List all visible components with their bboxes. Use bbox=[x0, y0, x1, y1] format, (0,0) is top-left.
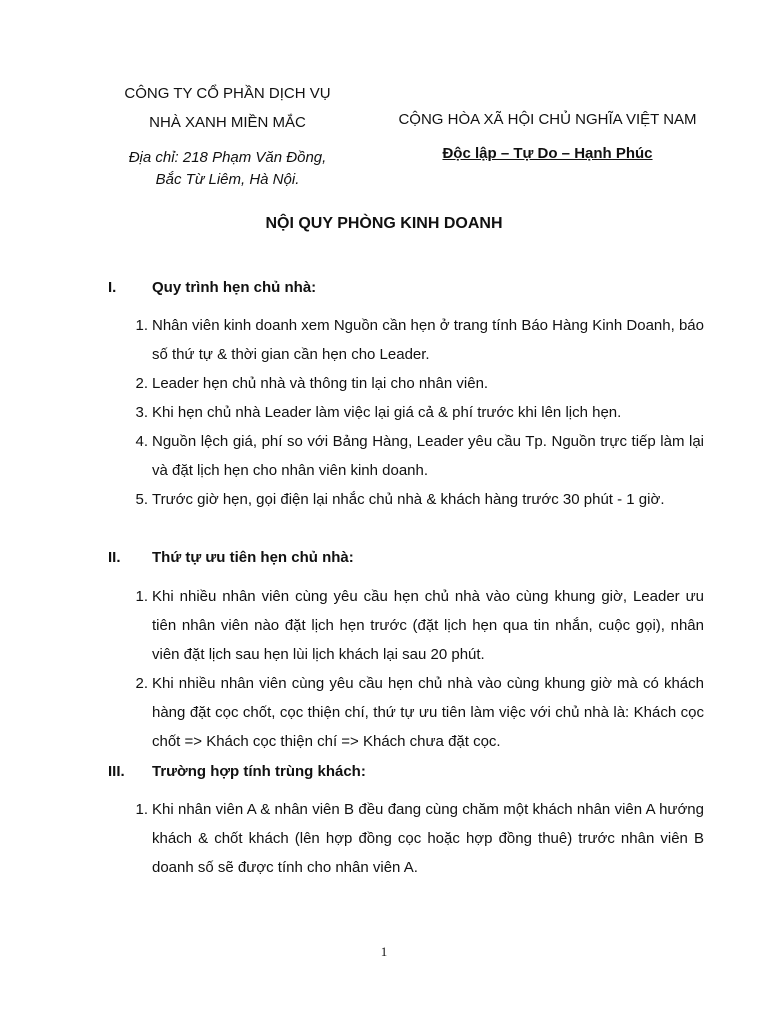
item-number: 4. bbox=[135, 433, 148, 450]
item-number: 2. bbox=[135, 375, 148, 392]
item-number: 3. bbox=[135, 404, 148, 421]
section-title: Trường hợp tính trùng khách: bbox=[152, 763, 366, 780]
nation-name: CỘNG HÒA XÃ HỘI CHỦ NGHĨA VIỆT NAM bbox=[398, 111, 697, 128]
item-text: Nguồn lệch giá, phí so với Bảng Hàng, Leader yêu cầu Tp. Nguồn trực tiếp làm lại và đặt lịch hẹn cho nhân viên kinh doanh. bbox=[152, 433, 704, 479]
item-number: 1. bbox=[135, 801, 148, 818]
company-name-line2: NHÀ XANH MIỀN MẮC bbox=[149, 114, 306, 131]
company-name-line1: CÔNG TY CỔ PHẦN DỊCH VỤ bbox=[124, 85, 331, 102]
item-text: Khi hẹn chủ nhà Leader làm việc lại giá cả & phí trước khi lên lịch hẹn. bbox=[152, 404, 622, 421]
item-number: 1. bbox=[135, 317, 148, 334]
item-number: 5. bbox=[135, 491, 148, 508]
section-number: III. bbox=[108, 763, 125, 780]
nation-motto: Độc lập – Tự Do – Hạnh Phúc bbox=[442, 145, 653, 162]
page-number: 1 bbox=[380, 944, 388, 959]
item-number: 2. bbox=[135, 675, 148, 692]
section-title: Thứ tự ưu tiên hẹn chủ nhà: bbox=[152, 549, 354, 566]
item-text: Nhân viên kinh doanh xem Nguồn cần hẹn ở trang tính Báo Hàng Kinh Doanh, báo số thứ tự & thời gian cần hẹn cho Leader. bbox=[152, 317, 704, 363]
document-title: NỘI QUY PHÒNG KINH DOANH bbox=[265, 215, 503, 232]
section-number: I. bbox=[108, 279, 117, 296]
section-title: Quy trình hẹn chủ nhà: bbox=[152, 279, 317, 296]
item-text: Khi nhiều nhân viên cùng yêu cầu hẹn chủ nhà vào cùng khung giờ, Leader ưu tiên nhân viên nào đặt lịch hẹn trước (đặt lịch hẹn qua tin nhắn, cuộc gọi), nhân viên đặt lịch sau hẹn lùi lịch khách lại sau 20 phút. bbox=[152, 588, 704, 663]
company-address-line1: Địa chỉ: 218 Phạm Văn Đồng, bbox=[128, 149, 327, 166]
section-number: II. bbox=[108, 549, 121, 566]
item-text: Trước giờ hẹn, gọi điện lại nhắc chủ nhà & khách hàng trước 30 phút - 1 giờ. bbox=[152, 491, 665, 508]
item-number: 1. bbox=[135, 588, 148, 605]
company-address-line2: Bắc Từ Liêm, Hà Nội. bbox=[155, 171, 300, 188]
item-text: Khi nhiều nhân viên cùng yêu cầu hẹn chủ nhà vào cùng khung giờ mà có khách hàng đặt cọc chốt, cọc thiện chí, thứ tự ưu tiên làm việc với chủ nhà là: Khách cọc chốt => Khách cọc thiện chí => Khách chưa đặt cọc. bbox=[152, 675, 704, 750]
item-text: Leader hẹn chủ nhà và thông tin lại cho nhân viên. bbox=[152, 375, 489, 392]
item-text: Khi nhân viên A & nhân viên B đều đang cùng chăm một khách nhân viên A hướng khách & chốt khách (lên hợp đồng cọc hoặc hợp đồng thuê) trước nhân viên B doanh số sẽ được tính cho nhân viên A. bbox=[152, 801, 704, 876]
